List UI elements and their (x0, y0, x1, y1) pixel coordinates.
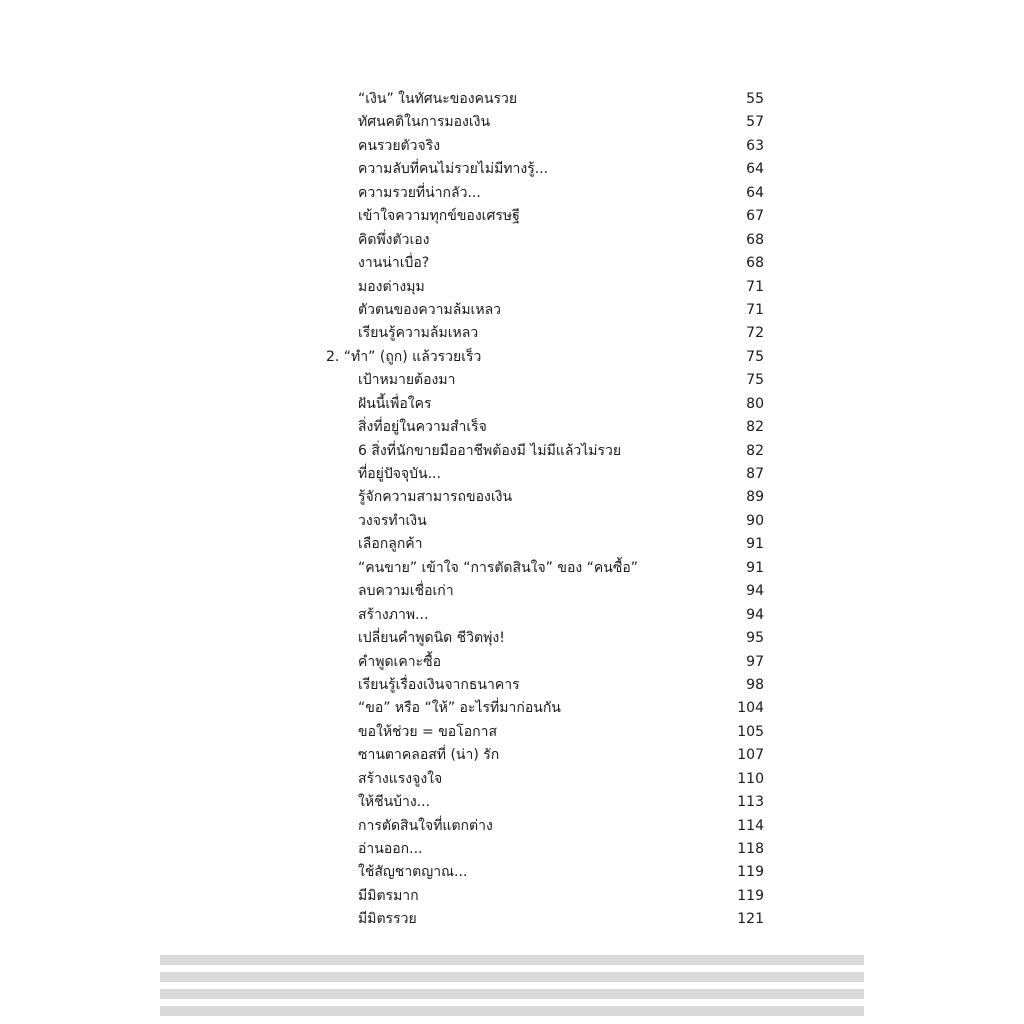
entry-title: เรียนรู้ความล้มเหลว (358, 325, 479, 342)
page-number: 98 (746, 676, 764, 693)
page-number: 104 (737, 700, 764, 717)
stripe (160, 989, 864, 999)
entry-title: 6 สิ่งที่นักขายมืออาชีพต้องมี ไม่มีแล้วไม่รวย (358, 442, 622, 459)
page-number: 91 (746, 559, 764, 576)
toc-entry (0, 697, 1024, 720)
page-number: 121 (737, 911, 764, 928)
toc-entry (0, 182, 1024, 205)
entry-title: เข้าใจความทุกข์ของเศรษฐี (358, 208, 520, 225)
toc-entry (0, 580, 1024, 603)
toc-entry (0, 885, 1024, 908)
toc-entry (0, 158, 1024, 181)
toc-entry (0, 463, 1024, 486)
page-number: 105 (737, 723, 764, 740)
toc-entry (0, 299, 1024, 322)
page-number: 94 (746, 606, 764, 623)
stripe (160, 972, 864, 982)
toc-entry (0, 229, 1024, 252)
page-number: 68 (746, 231, 764, 248)
toc-entry (0, 815, 1024, 838)
toc-entry (0, 276, 1024, 299)
entry-title: มีมิตรมาก (358, 887, 419, 904)
page-number: 87 (746, 466, 764, 482)
entry-title: ใช้สัญชาตญาณ... (358, 864, 468, 881)
entry-title: สิ่งที่อยู่ในความสำเร็จ (358, 419, 487, 436)
entry-title: ให้ชีนบ้าง... (358, 794, 431, 811)
toc-entry (0, 510, 1024, 533)
page-number: 89 (746, 489, 764, 506)
page-number: 113 (737, 794, 764, 811)
toc-entry (0, 557, 1024, 580)
page-number: 119 (737, 864, 764, 881)
toc-entry (0, 651, 1024, 674)
entry-title: การตัดสินใจที่แตกต่าง (358, 817, 493, 834)
entry-title: ลบความเชื่อเก่า (358, 583, 454, 600)
page-number: 64 (746, 184, 764, 201)
toc-entry (0, 416, 1024, 439)
toc-entry (0, 838, 1024, 861)
toc-entry (0, 604, 1024, 627)
toc-entry (0, 393, 1024, 416)
page-number: 63 (746, 137, 764, 154)
toc-entry (0, 135, 1024, 158)
toc-entry (0, 744, 1024, 767)
toc-entry (0, 768, 1024, 791)
page-number: 94 (746, 583, 764, 600)
page-number: 75 (746, 348, 764, 365)
entry-title: 2. “ทำ” (ถูก) แล้วรวยเร็ว (326, 348, 482, 365)
page-number: 55 (746, 91, 764, 107)
toc-entry (0, 111, 1024, 134)
page-number: 72 (746, 325, 764, 342)
page-number: 75 (746, 372, 764, 389)
table-of-contents (0, 88, 1024, 932)
entry-title: รู้จักความสามารถของเงิน (358, 489, 513, 506)
entry-title: “เงิน” ในทัศนะของคนรวย (358, 91, 518, 107)
toc-entry (0, 908, 1024, 931)
entry-title: เป้าหมายต้องมา (358, 372, 456, 389)
entry-title: “คนขาย” เข้าใจ “การตัดสินใจ” ของ “คนซื้อ” (358, 559, 638, 576)
stripe (160, 955, 864, 965)
page-number: 90 (746, 512, 764, 529)
entry-title: เรียนรู้เรื่องเงินจากธนาคาร (358, 676, 520, 693)
entry-title: ฝันนี้เพื่อใคร (358, 395, 432, 412)
page-number: 97 (746, 653, 764, 670)
toc-entry (0, 205, 1024, 228)
entry-title: คิดพึ่งตัวเอง (358, 231, 430, 248)
page-number: 57 (746, 114, 764, 131)
page-number: 82 (746, 419, 764, 436)
page-number: 82 (746, 442, 764, 459)
page-number: 118 (737, 841, 764, 857)
entry-title: ความลับที่คนไม่รวยไม่มีทางรู้... (358, 161, 549, 178)
page-number: 91 (746, 536, 764, 553)
toc-entry (0, 627, 1024, 650)
page-number: 107 (737, 747, 764, 764)
page-number: 110 (737, 770, 764, 787)
page-number: 71 (746, 278, 764, 295)
entry-title: คำพูดเคาะซื้อ (358, 653, 441, 670)
toc-entry (0, 861, 1024, 884)
chapter-heading (0, 346, 1024, 369)
toc-entry (0, 486, 1024, 509)
entry-title: คนรวยตัวจริง (358, 137, 441, 154)
stripe (160, 1006, 864, 1016)
toc-entry (0, 88, 1024, 111)
entry-title: มองต่างมุม (358, 278, 425, 295)
entry-title: งานน่าเบื่อ? (358, 255, 430, 272)
page-number: 67 (746, 208, 764, 225)
toc-entry (0, 369, 1024, 392)
page-number: 95 (746, 630, 764, 647)
entry-title: มีมิตรรวย (358, 911, 417, 928)
toc-entry (0, 721, 1024, 744)
toc-entry (0, 674, 1024, 697)
entry-title: ซานตาคลอสที่ (น่า) รัก (358, 747, 500, 764)
page-number: 71 (746, 301, 764, 318)
entry-title: ความรวยที่น่ากลัว... (358, 184, 481, 201)
entry-title: สร้างภาพ... (358, 606, 429, 623)
page-number: 64 (746, 161, 764, 178)
entry-title: สร้างแรงจูงใจ (358, 770, 443, 787)
page-number: 119 (737, 887, 764, 904)
toc-entry (0, 791, 1024, 814)
entry-title: เปลี่ยนคำพูดนิด ชีวิตพุ่ง! (358, 630, 505, 647)
entry-title: ขอให้ช่วย = ขอโอกาส (358, 723, 498, 740)
entry-title: เลือกลูกค้า (358, 536, 423, 553)
toc-entry (0, 322, 1024, 345)
decorative-stripes (160, 955, 864, 1024)
page-number: 114 (737, 817, 764, 834)
entry-title: อ่านออก... (358, 841, 423, 857)
entry-title: ตัวตนของความล้มเหลว (358, 301, 502, 318)
toc-entry (0, 533, 1024, 556)
page-number: 68 (746, 255, 764, 272)
entry-title: วงจรทำเงิน (358, 512, 427, 529)
entry-title: ที่อยู่ปัจจุบัน... (358, 466, 441, 482)
entry-title: ทัศนคติในการมองเงิน (358, 114, 491, 131)
page-number: 80 (746, 395, 764, 412)
entry-title: “ขอ” หรือ “ให้” อะไรที่มาก่อนกัน (358, 700, 561, 717)
toc-entry (0, 252, 1024, 275)
toc-entry (0, 440, 1024, 463)
